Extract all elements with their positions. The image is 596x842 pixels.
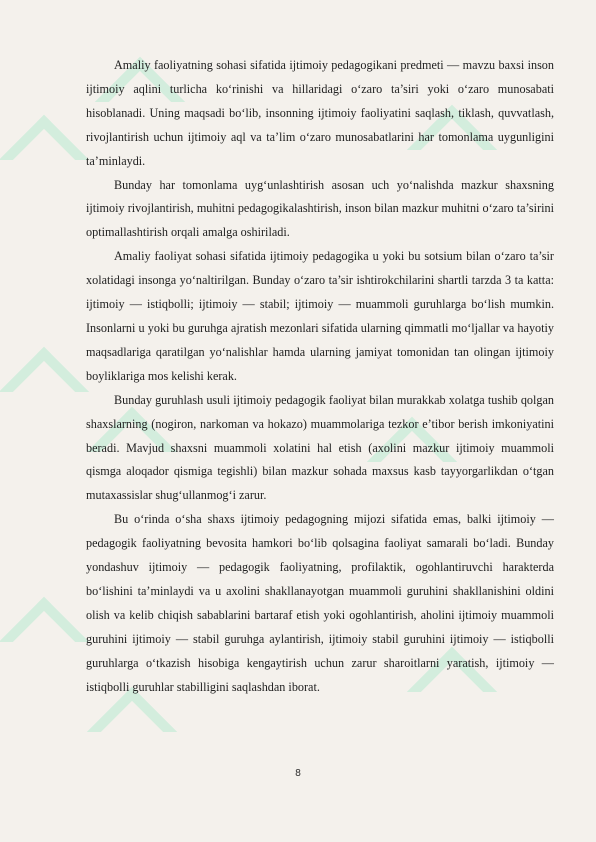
watermark-logo-icon xyxy=(0,347,89,438)
watermark-logo-icon xyxy=(87,687,178,778)
watermark-logo-icon xyxy=(0,597,89,688)
paragraph-4: Bunday guruhlash usuli ijtimoiy pedagogik faoliyat bilan murakkab xolatga tushib qolgan shaxslarning (nogiron, narkoman va hokazo) muammolariga tezkor e’tibor berish imkoniyatini beradi. Mavjud shaxsni muammoli xolatini hal etish (axolini mazkur ijtimoiy muammoli qismga aloqador qismiga tegishli) bilan mazkur sohada maxsus kasb tayyorgarlikdan o‘tgan mutaxassislar shug‘ullanmog‘i zarur. xyxy=(86,392,554,503)
document-body xyxy=(86,54,554,699)
watermark-logo-icon xyxy=(0,115,89,206)
paragraph-3: Amaliy faoliyat sohasi sifatida ijtimoiy pedagogika u yoki bu sotsium bilan o‘zaro ta’sir xolatidagi insonga yo‘naltirilgan. Bunday o‘zaro ta’sir ishtirokchilarini shartli tarzda 3 ta katta: ijtimoiy — istiqbolli; ijtimoiy — stabil; ijtimoiy — muammoli guruhlarga bo‘lish mumkin. Insonlarni u yoki bu guruhga ajratish mezonlari sifatida ularning qimmatli mo‘ljallar va hayotiy maqsadlariga qaratilgan yo‘nalishlar hamda ularning jamiyat tomonidan tan olingan ijtimoiy boyliklariga mos kelishi kerak. xyxy=(86,249,554,383)
paragraph-2: Bunday har tomonlama uyg‘unlashtirish asosan uch yo‘nalishda mazkur shaxsning ijtimoiy rivojlantirish, muhitni pedagogikalashtirish, inson bilan mazkur muhitni o‘zaro ta’sirini optimallashtirish orqali amalga oshiriladi. xyxy=(86,177,554,240)
paragraph-1: Amaliy faoliyatning sohasi sifatida ijtimoiy pedagogikani predmeti — mavzu baxsi inson ijtimoiy aqlini turlicha ko‘rinishi va hillaridagi o‘zaro ta’siri yoki o‘zaro munosabati hisoblanadi. Uning maqsadi bo‘lib, insonning ijtimoiy faoliyatini saqlash, tiklash, quvvatlash, rivojlantirish uchun ijtimoiy aql va ta’lim o‘zaro munosabatlarini har tomonlama uygunligini ta’minlaydi. xyxy=(86,58,554,168)
page-number: 8 xyxy=(294,768,302,779)
paragraph-5: Bu o‘rinda o‘sha shaxs ijtimoiy pedagogning mijozi sifatida emas, balki ijtimoiy — pedagogik faoliyatning bevosita hamkori bo‘lib qolsagina faoliyat samarali bo‘ladi. Bunday yondashuv ijtimoiy — pedagogik faoliyatning, profilaktik, ogohlantiruvchi harakterda bo‘lishini ta’minlaydi va u axolini shakllanayotgan muammoli guruhini shakllanishini oldini olish va kelib chiqish sabablarini bartaraf etish yoki ogohlantirish, aholini ijtimoiy muammoli guruhini ijtimoiy — stabil guruhga aylantirish, ijtimoiy stabil guruhini ijtimoiy — istiqbolli guruhlarga o‘tkazish hisobiga kengaytirish uchun zarur sharoitlarni yaratish, ijtimoiy — istiqbolli guruhlar stabilligini saqlashdan iborat. xyxy=(86,512,554,694)
